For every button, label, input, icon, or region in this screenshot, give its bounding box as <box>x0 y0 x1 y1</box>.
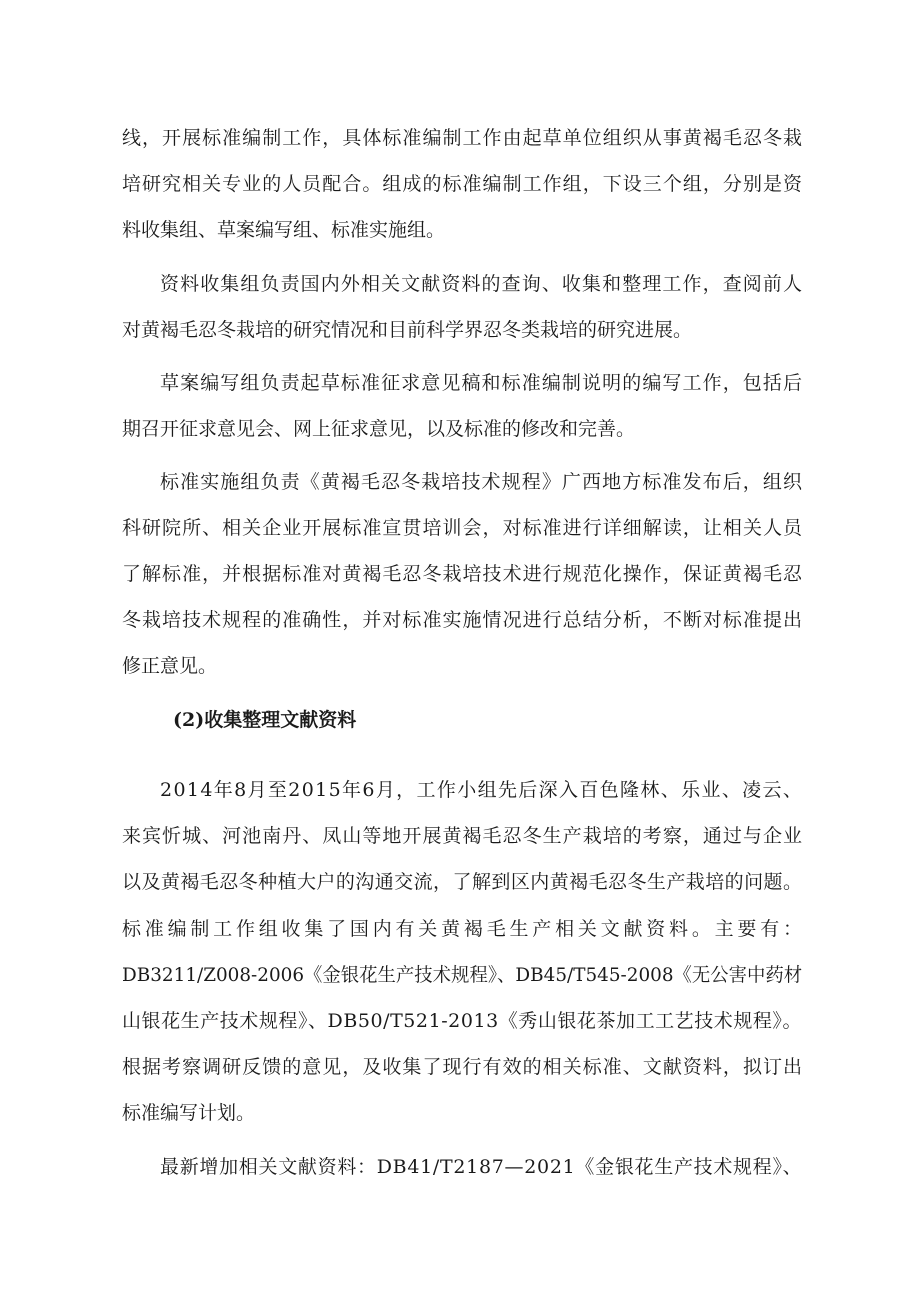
text-line: 来宾忻城、河池南丹、凤山等地开展黄褐毛忍冬生产栽培的考察，通过与企业 <box>122 825 804 847</box>
text-line: 以及黄褐毛忍冬种植大户的沟通交流，了解到区内黄褐毛忍冬生产栽培的问题。 <box>122 871 803 893</box>
text-line: 线，开展标准编制工作，具体标准编制工作由起草单位组织从事黄褐毛忍冬栽 <box>122 127 804 149</box>
text-line: 标准编写计划。 <box>122 1102 256 1124</box>
text-line: 标准实施组负责《黄褐毛忍冬栽培技术规程》广西地方标准发布后，组织 <box>160 471 804 493</box>
text-line: 最新增加相关文献资料：DB41/T2187—2021《金银花生产技术规程》、 <box>160 1156 803 1178</box>
text-line: 料收集组、草案编写组、标准实施组。 <box>122 219 446 241</box>
text-line: 对黄褐毛忍冬栽培的研究情况和目前科学界忍冬类栽培的研究进展。 <box>122 319 693 341</box>
text-line: 草案编写组负责起草标准征求意见稿和标准编制说明的编写工作，包括后 <box>160 372 804 394</box>
section-heading: (2)收集整理文献资料 <box>173 709 357 731</box>
text-line: 期召开征求意见会、网上征求意见，以及标准的修改和完善。 <box>122 418 636 440</box>
text-line: 修正意见。 <box>122 655 218 677</box>
text-line: 了解标准，并根据标准对黄褐毛忍冬栽培技术进行规范化操作，保证黄褐毛忍 <box>122 563 804 585</box>
text-line: DB3211/Z008-2006《金银花生产技术规程》、DB45/T545-2008《无公害中药材 <box>122 964 803 986</box>
text-line: 培研究相关专业的人员配合。组成的标准编制工作组，下设三个组，分别是资 <box>122 173 804 195</box>
text-line: 资料收集组负责国内外相关文献资料的查询、收集和整理工作，查阅前人 <box>160 273 804 295</box>
text-line: 山银花生产技术规程》、DB50/T521-2013《秀山银花茶加工工艺技术规程》。 <box>122 1010 803 1032</box>
text-line: 标准编制工作组收集了国内有关黄褐毛生产相关文献资料。主要有： <box>122 918 806 940</box>
text-line: 冬栽培技术规程的准确性，并对标准实施情况进行总结分析，不断对标准提出 <box>122 609 804 631</box>
text-line: 科研院所、相关企业开展标准宣贯培训会，对标准进行详细解读，让相关人员 <box>122 517 804 539</box>
text-line: 根据考察调研反馈的意见，及收集了现行有效的相关标准、文献资料，拟订出 <box>122 1056 804 1078</box>
text-line: 2014年8月至2015年6月，工作小组先后深入百色隆林、乐业、凌云、 <box>160 779 804 801</box>
